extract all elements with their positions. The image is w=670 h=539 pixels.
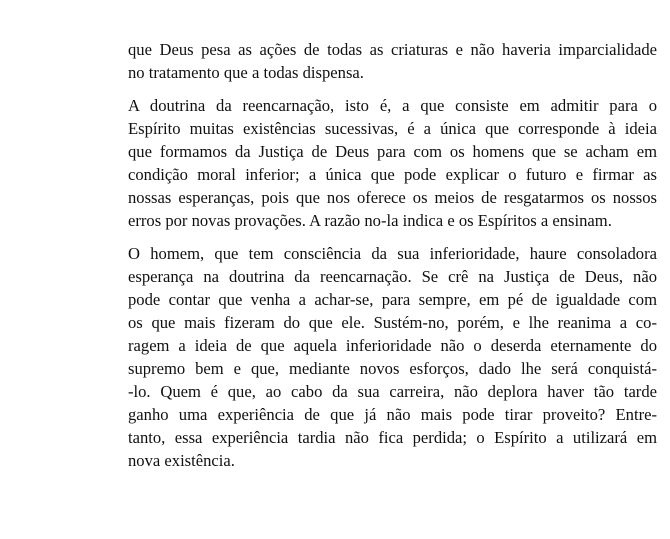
paragraph-3 — [128, 242, 657, 472]
text-line: A doutrina da reencarnação, isto é, a que consiste em admitir para o — [128, 96, 657, 115]
paragraph-2 — [128, 94, 657, 232]
text-line: ragem a ideia de que aquela inferioridade não o deserda eternamente do — [128, 336, 657, 355]
text-line: erros por novas provações. A razão no-la indica e os Espíritos a ensinam. — [128, 211, 612, 230]
text-line: que Deus pesa as ações de todas as criaturas e não haveria imparcialidade — [128, 40, 657, 59]
text-line: supremo bem e que, mediante novos esforços, dado lhe será conquistá- — [128, 359, 657, 378]
text-line: pode contar que venha a achar-se, para sempre, em pé de igualdade com — [128, 290, 657, 309]
text-line: nova existência. — [128, 451, 235, 470]
text-line: -lo. Quem é que, ao cabo da sua carreira, não deplora haver tão tarde — [128, 382, 657, 401]
page-text — [128, 38, 657, 482]
paragraph-1 — [128, 38, 657, 84]
text-line: os que mais fizeram do que ele. Sustém-no, porém, e lhe reanima a co- — [128, 313, 657, 332]
text-line: O homem, que tem consciência da sua inferioridade, haure consoladora — [128, 244, 657, 263]
text-line: tanto, essa experiência tardia não fica perdida; o Espírito a utilizará em — [128, 428, 657, 447]
text-line: ganho uma experiência de que já não mais pode tirar proveito? Entre- — [128, 405, 657, 424]
text-line: nossas esperanças, pois que nos oferece os meios de resgatarmos os nossos — [128, 188, 657, 207]
text-line: no tratamento que a todas dispensa. — [128, 63, 364, 82]
text-line: que formamos da Justiça de Deus para com os homens que se acham em — [128, 142, 657, 161]
text-line: Espírito muitas existências sucessivas, é a única que corresponde à ideia — [128, 119, 657, 138]
text-line: esperança na doutrina da reencarnação. Se crê na Justiça de Deus, não — [128, 267, 657, 286]
text-line: condição moral inferior; a única que pode explicar o futuro e firmar as — [128, 165, 657, 184]
